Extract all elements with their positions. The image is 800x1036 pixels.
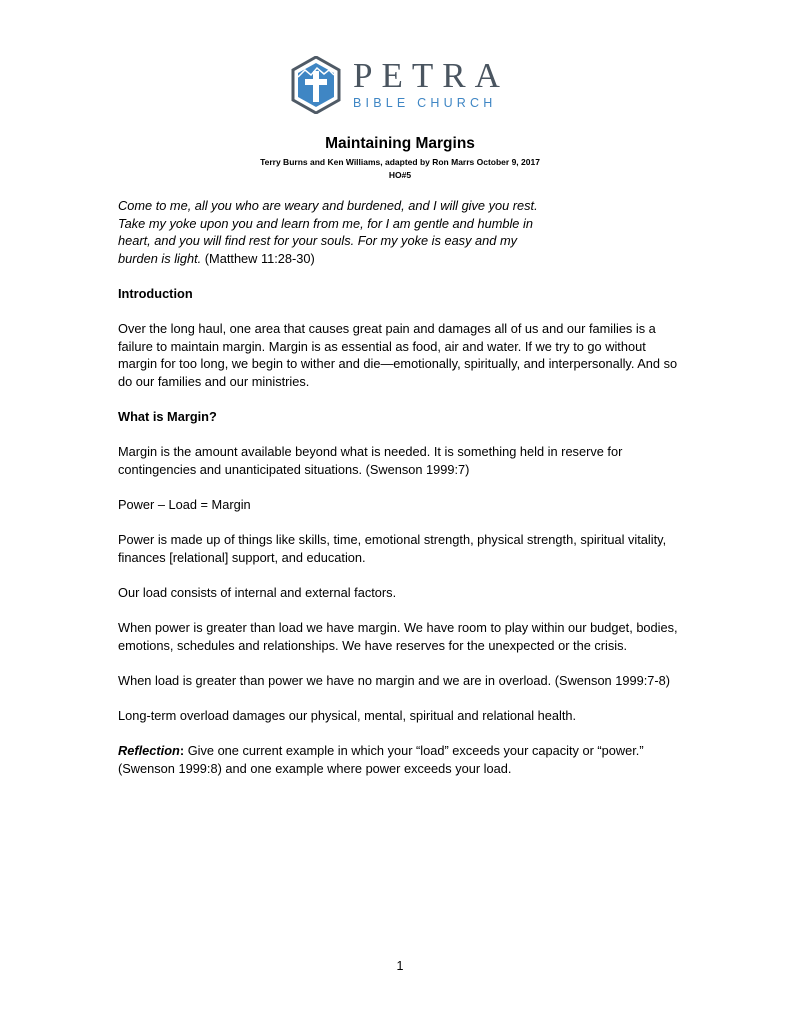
power-paragraph: Power is made up of things like skills, time, emotional strength, physical strength, spiritual vitality, finances [relational] support, and education.	[118, 532, 667, 565]
church-logo	[291, 56, 509, 114]
margin-paragraph: When power is greater than load we have margin. We have room to play within our budget, bodies, emotions, schedules and relationships. We have reserves for the unexpected or the crisis.	[118, 620, 678, 653]
logo-wordmark	[353, 56, 509, 111]
scripture-quote	[118, 197, 558, 267]
document-code: HO#5	[388, 170, 412, 180]
introduction-paragraph: Over the long haul, one area that causes great pain and damages all of us and our families is a failure to maintain margin. Margin is as essential as food, air and water. If we try to go without margin for too long, we begin to wither and die—emotionally, spiritually, and interpersonally. And so do our families and our ministries.	[118, 321, 678, 389]
damage-paragraph: Long-term overload damages our physical, mental, spiritual and relational health.	[118, 708, 577, 724]
title-block	[0, 134, 800, 181]
introduction-heading: Introduction	[118, 285, 193, 301]
overload-paragraph: When load is greater than power we have no margin and we are in overload. (Swenson 1999:7-8)	[118, 673, 671, 689]
what-is-margin-heading: What is Margin?	[118, 409, 217, 425]
verse-reference: (Matthew 11:28-30)	[201, 250, 315, 266]
document-body	[118, 197, 688, 795]
logo-name: PETRA	[353, 56, 509, 95]
hexagon-cross-icon	[291, 56, 341, 114]
reflection-paragraph	[118, 742, 688, 777]
page-number: 1	[396, 959, 404, 973]
margin-definition-paragraph: Margin is the amount available beyond what is needed. It is something held in reserve for contingencies and unanticipated situations. (Swenson 1999:7)	[118, 444, 623, 477]
verse-text: Come to me, all you who are weary and burdened, and I will give you rest. Take my yoke upon you and learn from me, for I am gentle and humble in heart, and you will find rest for your souls. For my yoke is easy and my burden is light.	[118, 198, 538, 266]
reflection-label: Reflection	[118, 743, 180, 759]
load-paragraph: Our load consists of internal and external factors.	[118, 585, 397, 601]
reflection-text: Give one current example in which your “load” exceeds your capacity or “power.” (Swenson 1999:8) and one example where power exceeds your load.	[118, 743, 644, 776]
logo-subtitle: BIBLE CHURCH	[353, 96, 497, 110]
margin-formula: Power – Load = Margin	[118, 497, 251, 513]
reflection-colon: :	[179, 743, 185, 759]
document-title: Maintaining Margins	[325, 135, 475, 152]
document-byline: Terry Burns and Ken Williams, adapted by Ron Marrs October 9, 2017	[260, 157, 540, 167]
